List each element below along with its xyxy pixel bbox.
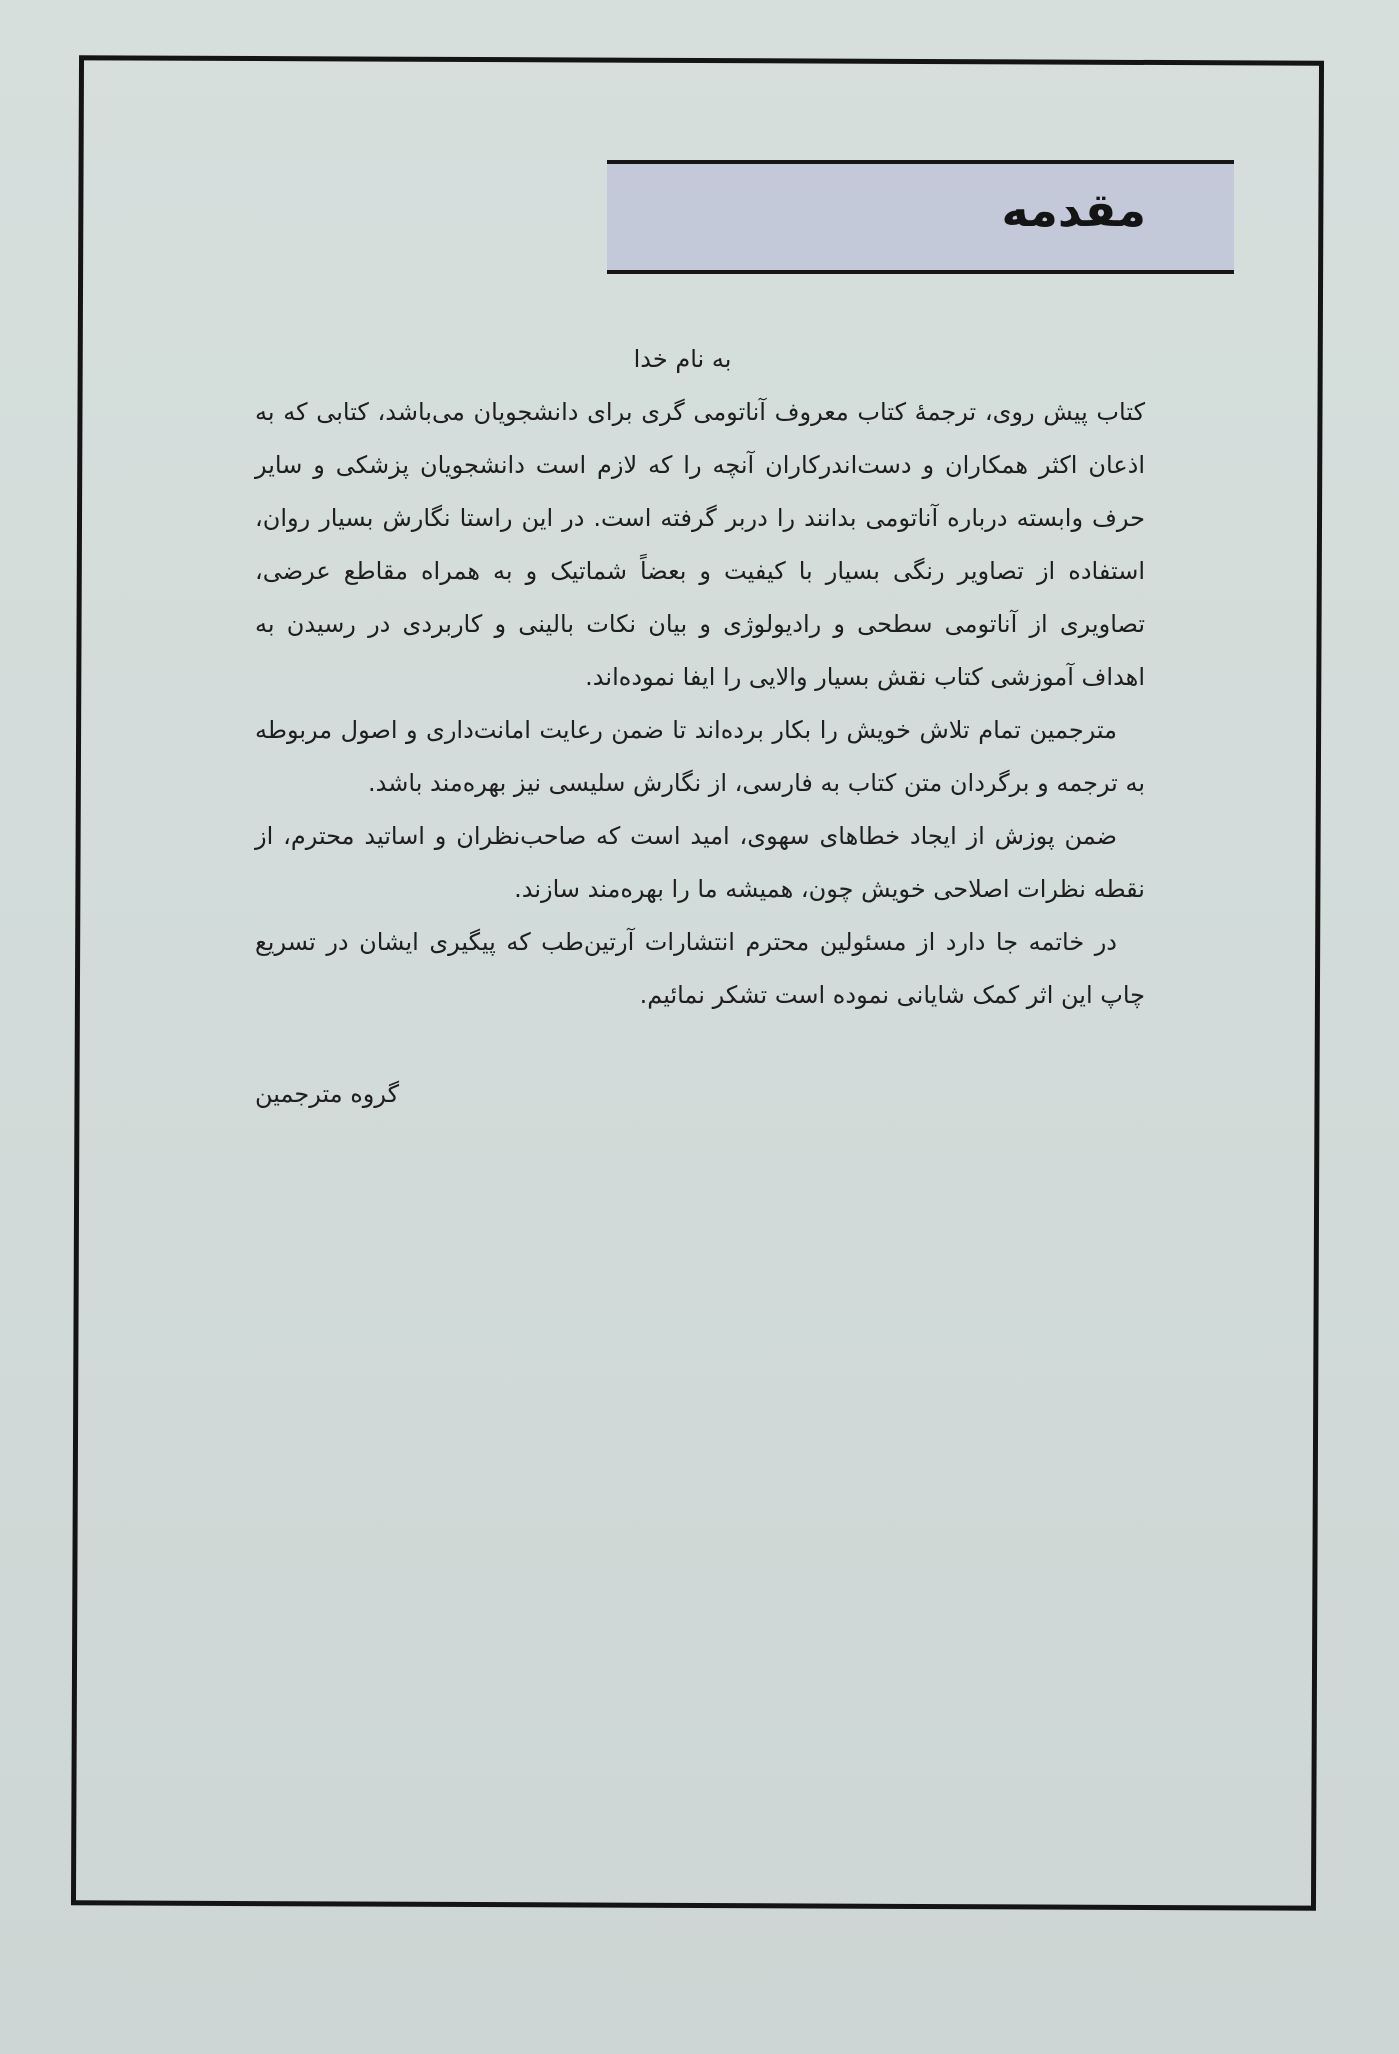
page-title: مقدمه xyxy=(1001,183,1146,237)
preface-body xyxy=(255,333,1145,1022)
signature-line: گروه مترجمین xyxy=(255,1080,400,1108)
paragraph-3: ضمن پوزش از ایجاد خطاهای سهوی، امید است که صاحب‌نظران و اساتید محترم، از نقطه نظرات اصلاحی خویش چون، همیشه ما را بهره‌مند سازند. xyxy=(255,822,1145,903)
basmala-line: به نام خدا xyxy=(633,345,732,373)
paragraph-1: کتاب پیش روی، ترجمهٔ کتاب معروف آناتومی گری برای دانشجویان می‌باشد، کتابی که به اذعان اکثر همکاران و دست‌اندرکاران آنچه را که لازم است دانشجویان پزشکی و سایر حرف وابسته درباره آناتومی بدانند را دربر گرفته است. در این راستا نگارش بسیار روان، استفاده از تصاویر رنگی بسیار با کیفیت و بعضاً شماتیک و به همراه مقاطع عرضی، تصاویری از آناتومی سطحی و رادیولوژی و بیان نکات بالینی و کاربردی در رسیدن به اهداف آموزشی کتاب نقش بسیار والایی را ایفا نموده‌اند. xyxy=(255,398,1145,691)
paragraph-2: مترجمین تمام تلاش خویش را بکار برده‌اند تا ضمن رعایت امانت‌داری و اصول مربوطه به ترجمه و برگردان متن کتاب به فارسی، از نگارش سلیسی نیز بهره‌مند باشد. xyxy=(255,716,1145,797)
heading-banner xyxy=(607,160,1234,274)
paragraph-4: در خاتمه جا دارد از مسئولین محترم انتشارات آرتین‌طب که پیگیری ایشان در تسریع چاپ این اثر کمک شایانی نموده است تشکر نمائیم. xyxy=(255,928,1145,1009)
